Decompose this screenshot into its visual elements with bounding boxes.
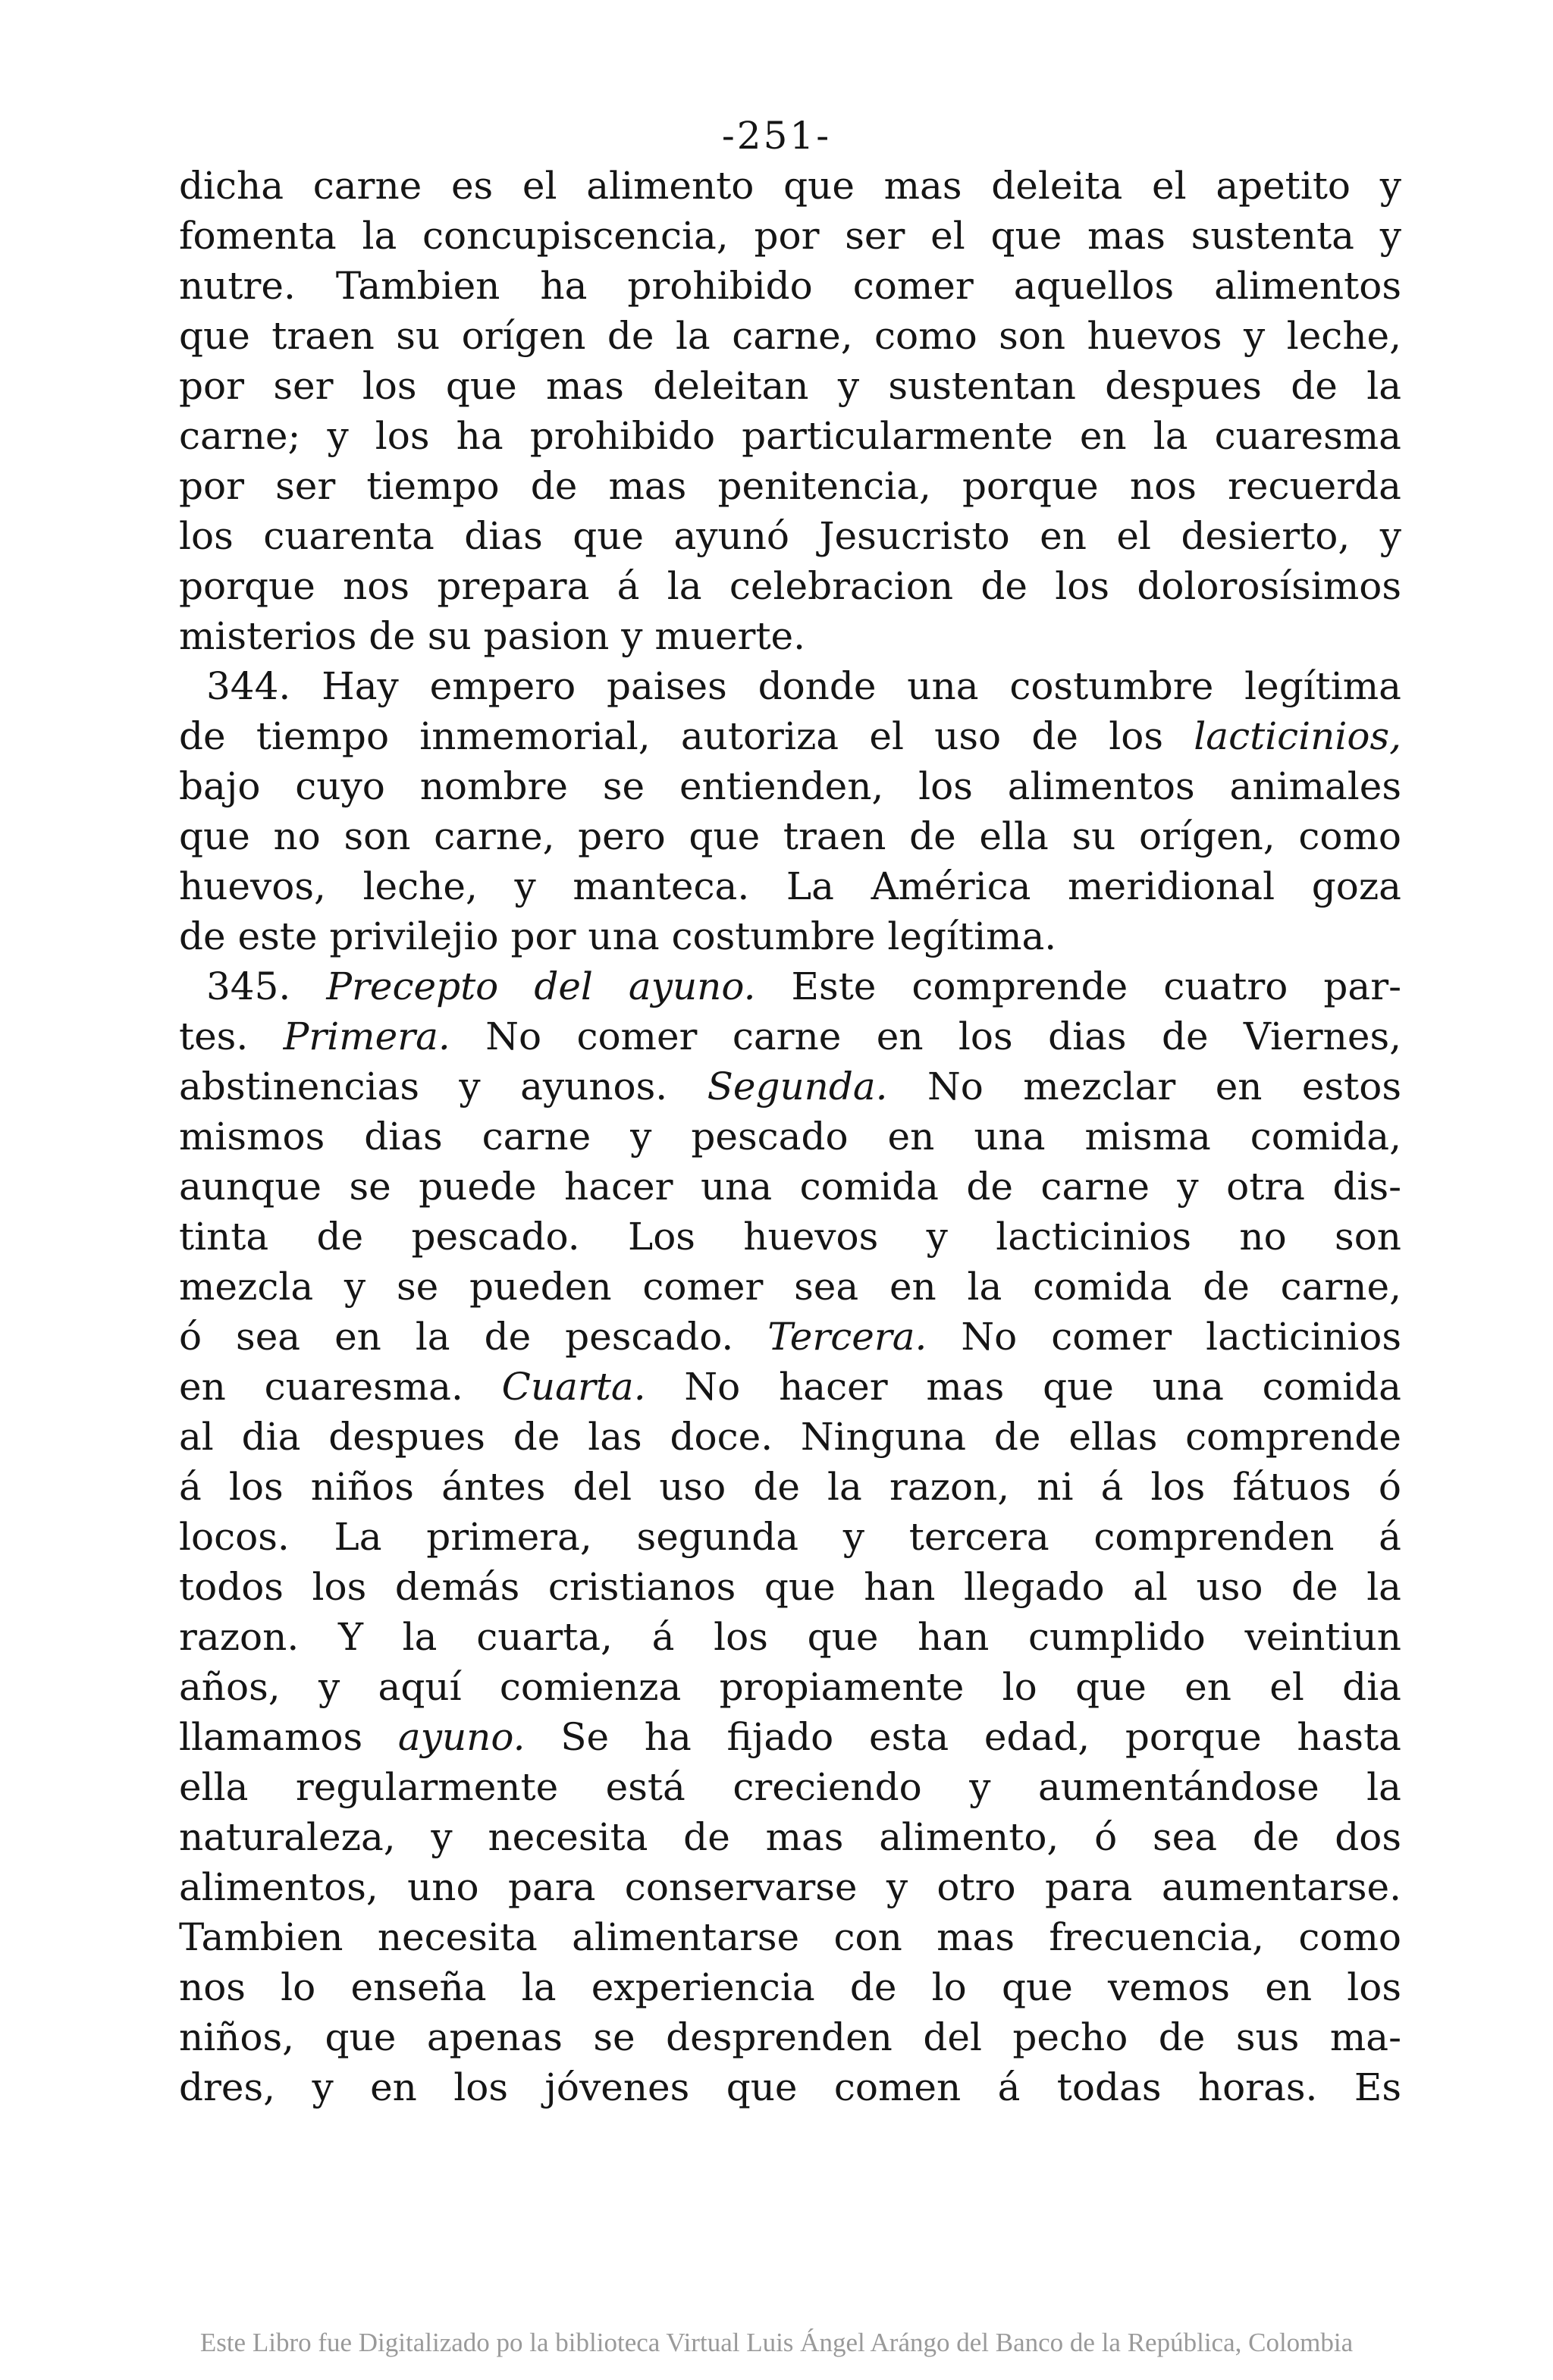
text-line xyxy=(179,2062,1401,2112)
text-run: No mezclar en estos xyxy=(887,1065,1401,1108)
italic-text: Primera. xyxy=(283,1014,450,1058)
italic-text: ayuno. xyxy=(397,1715,526,1759)
text-run: Este comprende cuatro par- xyxy=(755,964,1401,1008)
text-line xyxy=(179,611,1401,661)
text-line xyxy=(179,661,1401,711)
text-line xyxy=(179,361,1401,411)
text-line xyxy=(179,411,1401,461)
text-run: al dia despues de las doce. Ninguna de ellas comprende xyxy=(179,1415,1401,1459)
text-run: locos. La primera, segunda y tercera comprenden á xyxy=(179,1515,1401,1559)
text-line xyxy=(179,461,1401,511)
text-run: naturaleza, y necesita de mas alimento, ó sea de dos xyxy=(179,1815,1401,1859)
text-run: todos los demás cristianos que han llegado al uso de la xyxy=(179,1565,1401,1609)
text-run: ó sea en la de pescado. xyxy=(179,1315,768,1359)
text-line xyxy=(179,211,1401,261)
text-run: huevos, leche, y manteca. La América meridional goza xyxy=(179,864,1401,908)
text-run: por ser tiempo de mas penitencia, porque nos recuerda xyxy=(179,464,1401,508)
text-line xyxy=(179,1412,1401,1462)
text-line xyxy=(179,1762,1401,1812)
text-run: que traen su orígen de la carne, como son huevos y leche, xyxy=(179,314,1401,358)
text-run: ella regularmente está creciendo y aumentándose la xyxy=(179,1765,1401,1809)
text-run: 344. Hay empero paises donde una costumbre legítima xyxy=(206,664,1401,708)
text-line xyxy=(179,1262,1401,1312)
text-line xyxy=(179,711,1401,761)
text-run: en cuaresma. xyxy=(179,1365,502,1409)
text-run: nutre. Tambien ha prohibido comer aquellos alimentos xyxy=(179,264,1401,308)
text-run: carne; y los ha prohibido particularmente en la cuaresma xyxy=(179,414,1401,458)
text-run: fomenta la concupiscencia, por ser el que mas sustenta y xyxy=(179,214,1401,258)
text-line xyxy=(179,1662,1401,1712)
text-line xyxy=(179,161,1401,211)
text-line xyxy=(179,1912,1401,1962)
text-run: alimentos, uno para conservarse y otro para aumentarse. xyxy=(179,1865,1401,1909)
italic-text: Segunda. xyxy=(707,1065,888,1108)
text-run: No comer lacticinios xyxy=(927,1315,1401,1359)
text-run: aunque se puede hacer una comida de carne y otra dis- xyxy=(179,1165,1401,1209)
text-run: No comer carne en los dias de Viernes, xyxy=(450,1014,1401,1058)
text-run: á los niños ántes del uso de la razon, ni á los fátuos ó xyxy=(179,1465,1401,1509)
text-run: de este privilejio por una costumbre legítima. xyxy=(179,914,1057,958)
text-run: los cuarenta dias que ayunó Jesucristo en el desierto, y xyxy=(179,514,1401,558)
text-run: mismos dias carne y pescado en una misma comida, xyxy=(179,1115,1401,1159)
digitization-credit: Este Libro fue Digitalizado po la biblioteca Virtual Luis Ángel Arángo del Banco de la República, Colombia xyxy=(199,2328,1354,2357)
page-number: -251- xyxy=(721,114,832,158)
text-line xyxy=(179,2012,1401,2062)
text-run: tinta de pescado. Los huevos y lacticinios no son xyxy=(179,1215,1401,1259)
text-line xyxy=(179,1462,1401,1512)
text-line xyxy=(179,1162,1401,1212)
text-run: que no son carne, pero que traen de ella su orígen, como xyxy=(179,814,1401,858)
text-line xyxy=(179,1612,1401,1662)
text-line xyxy=(179,1512,1401,1562)
text-run: tes. xyxy=(179,1014,284,1058)
text-line xyxy=(179,1212,1401,1262)
text-line xyxy=(179,861,1401,911)
text-run: niños, que apenas se desprenden del pecho de sus ma- xyxy=(179,2015,1401,2059)
body-text xyxy=(179,161,1401,2112)
text-line xyxy=(179,511,1401,561)
text-line xyxy=(179,1812,1401,1862)
italic-text: Cuarta. xyxy=(501,1365,646,1409)
text-line xyxy=(179,811,1401,861)
text-run: mezcla y se pueden comer sea en la comida de carne, xyxy=(179,1265,1401,1309)
text-run: abstinencias y ayunos. xyxy=(179,1065,707,1108)
text-run: años, y aquí comienza propiamente lo que en el dia xyxy=(179,1665,1401,1709)
text-line xyxy=(179,911,1401,961)
text-line xyxy=(179,1312,1401,1362)
text-line xyxy=(179,1862,1401,1912)
text-run: bajo cuyo nombre se entienden, los alimentos animales xyxy=(179,764,1401,808)
text-run: por ser los que mas deleitan y sustentan despues de la xyxy=(179,364,1401,408)
text-line xyxy=(179,261,1401,311)
text-line xyxy=(179,1061,1401,1112)
text-line xyxy=(179,1011,1401,1061)
italic-text: Precepto del ayuno. xyxy=(326,964,756,1008)
text-run: dres, y en los jóvenes que comen á todas horas. Es xyxy=(179,2065,1401,2109)
text-run: Tambien necesita alimentarse con mas frecuencia, como xyxy=(179,1915,1401,1959)
text-run: No hacer mas que una comida xyxy=(645,1365,1401,1409)
italic-text: lacticinios, xyxy=(1194,714,1401,758)
text-run: de tiempo inmemorial, autoriza el uso de los xyxy=(179,714,1194,758)
text-line xyxy=(179,1112,1401,1162)
text-run: dicha carne es el alimento que mas deleita el apetito y xyxy=(179,164,1401,208)
text-line xyxy=(179,561,1401,611)
text-line xyxy=(179,1712,1401,1762)
text-run: Se ha fijado esta edad, porque hasta xyxy=(525,1715,1401,1759)
text-line xyxy=(179,1362,1401,1412)
text-run: misterios de su pasion y muerte. xyxy=(179,614,806,658)
text-run: llamamos xyxy=(179,1715,398,1759)
text-line xyxy=(179,961,1401,1011)
text-line xyxy=(179,1962,1401,2012)
italic-text: Tercera. xyxy=(767,1315,927,1359)
text-line xyxy=(179,311,1401,361)
text-run: 345. xyxy=(206,964,327,1008)
text-run: nos lo enseña la experiencia de lo que vemos en los xyxy=(179,1965,1401,2009)
text-line xyxy=(179,1562,1401,1612)
text-run: porque nos prepara á la celebracion de los dolorosísimos xyxy=(179,564,1401,608)
text-line xyxy=(179,761,1401,811)
text-run: razon. Y la cuarta, á los que han cumplido veintiun xyxy=(179,1615,1401,1659)
